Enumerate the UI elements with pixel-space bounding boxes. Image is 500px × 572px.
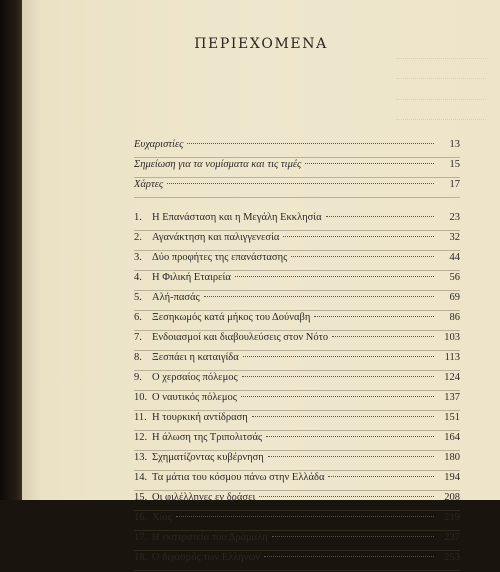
toc-entry-title	[134, 232, 279, 243]
dot-leader	[264, 556, 434, 557]
toc-entry-page: 56	[449, 272, 460, 283]
chapter-title: Ξεσπάει η καταιγίδα	[152, 352, 239, 363]
chapter-number: 17.	[134, 532, 148, 543]
chapter-number: 7.	[134, 332, 142, 343]
chapter-title: Ο ναυτικός πόλεμος	[152, 392, 237, 403]
toc-entry-page: 151	[444, 412, 460, 423]
dot-leader	[252, 416, 434, 417]
chapter-title: Η Φιλική Εταιρεία	[152, 272, 231, 283]
toc-entry-title	[134, 292, 200, 303]
dot-leader	[176, 516, 434, 517]
show-through-line	[396, 58, 486, 60]
toc-entry-page: 15	[449, 159, 460, 170]
toc-entry-maps	[134, 179, 460, 199]
chapter-number: 9.	[134, 372, 142, 383]
dot-leader	[204, 296, 434, 297]
toc-entry-page: 13	[449, 139, 460, 150]
chapter-title: Χίος	[152, 512, 172, 523]
toc-chapter	[134, 212, 460, 232]
toc-entry-title	[134, 312, 310, 323]
chapter-title: Ενδοιασμοί και διαβουλεύσεις στον Νότο	[152, 332, 329, 343]
show-through-line	[396, 99, 486, 101]
chapter-number: 6.	[134, 312, 142, 323]
toc-entry-currency-note	[134, 159, 460, 179]
dot-leader	[332, 336, 434, 337]
book-page	[22, 0, 500, 563]
chapter-number: 18.	[134, 552, 148, 563]
chapter-number: 14.	[134, 472, 148, 483]
chapter-title: Η τουρκική αντίδραση	[152, 412, 248, 423]
toc-entry-page: 113	[444, 352, 460, 363]
toc-chapter	[134, 512, 460, 532]
toc-entry-title	[134, 512, 172, 523]
show-through-line	[396, 78, 486, 80]
chapter-title: Αγανάκτηση και παλιγγενεσία	[152, 232, 280, 243]
dot-leader	[326, 216, 434, 217]
dot-leader	[314, 316, 434, 317]
chapter-title: Ξεσηκωμός κατά μήκος του Δούναβη	[152, 312, 311, 323]
toc-entry-title	[134, 392, 237, 403]
chapter-title: Σχηματίζοντας κυβέρνηση	[152, 452, 264, 463]
toc-entry-page: 180	[444, 452, 460, 463]
dot-leader	[187, 143, 434, 144]
dot-leader	[328, 476, 434, 477]
toc-chapter	[134, 432, 460, 452]
toc-chapter	[134, 292, 460, 312]
toc-entry-page: 137	[444, 392, 460, 403]
toc-entry-page: 44	[449, 252, 460, 263]
toc-entry-title	[134, 352, 239, 363]
toc-chapter	[134, 412, 460, 432]
toc-chapter	[134, 452, 460, 472]
chapter-number: 8.	[134, 352, 142, 363]
toc-chapter	[134, 552, 460, 572]
chapter-number: 11.	[134, 412, 147, 423]
chapter-number: 15.	[134, 492, 148, 503]
toc-chapter	[134, 252, 460, 272]
toc-entry-title	[134, 252, 287, 263]
chapter-title: Αλή-πασάς	[152, 292, 200, 303]
dot-leader	[268, 456, 434, 457]
toc-chapter	[134, 272, 460, 292]
toc-entry-page: 237	[444, 532, 460, 543]
contents-heading: ΠΕΡΙΕΧΟΜΕΝΑ	[194, 36, 328, 52]
toc-entry-title	[134, 532, 268, 543]
chapter-title: Η Επανάσταση και η Μεγάλη Εκκλησία	[152, 212, 322, 223]
toc-entry-title	[134, 372, 238, 383]
toc-chapter	[134, 352, 460, 372]
chapter-number: 12.	[134, 432, 148, 443]
chapter-number: 3.	[134, 252, 142, 263]
toc-entry-page: 17	[449, 179, 460, 190]
toc-entry-page: 219	[444, 512, 460, 523]
toc-entry-page: 23	[449, 212, 460, 223]
dot-leader	[291, 256, 434, 257]
dot-leader	[241, 396, 434, 397]
toc-entry-title	[134, 552, 260, 563]
toc-chapter	[134, 332, 460, 352]
chapter-number: 10.	[134, 392, 148, 403]
toc-entry-page: 69	[449, 292, 460, 303]
chapter-title: Ο χερσαίος πόλεμος	[152, 372, 238, 383]
dot-leader	[235, 276, 434, 277]
toc-chapter	[134, 392, 460, 412]
toc-chapter	[134, 232, 460, 252]
toc-entry-page: 194	[444, 472, 460, 483]
toc-entry-title	[134, 452, 264, 463]
toc-entry-title	[134, 332, 328, 343]
chapter-number: 2.	[134, 232, 142, 243]
chapter-title: Η εκστρατεία του Δράμαλη	[152, 532, 268, 543]
dot-leader	[272, 536, 434, 537]
table-of-contents	[134, 139, 460, 572]
chapter-number: 5.	[134, 292, 142, 303]
toc-entry-page: 103	[444, 332, 460, 343]
dot-leader	[266, 436, 434, 437]
toc-entry-title	[134, 492, 255, 503]
toc-entry-title	[134, 472, 324, 483]
dot-leader	[242, 376, 434, 377]
toc-entry-acknowledgements	[134, 139, 460, 159]
chapter-title: Τα μάτια του κόσμου πάνω στην Ελλάδα	[152, 472, 325, 483]
dot-leader	[167, 183, 434, 184]
chapter-number: 16.	[134, 512, 148, 523]
toc-entry-page: 32	[449, 232, 460, 243]
toc-chapter	[134, 532, 460, 552]
chapter-title: Δύο προφήτες της επανάστασης	[152, 252, 288, 263]
toc-entry-page: 253	[444, 552, 460, 563]
dot-leader	[305, 163, 434, 164]
chapter-number: 1.	[134, 212, 142, 223]
chapter-number: 13.	[134, 452, 148, 463]
toc-entry-title	[134, 212, 322, 223]
toc-entry-page: 124	[444, 372, 460, 383]
chapter-title: Η άλωση της Τριπολιτσάς	[152, 432, 263, 443]
show-through-line	[396, 119, 486, 121]
toc-entry-page: 164	[444, 432, 460, 443]
toc-entry-title: Σημείωση για τα νομίσματα και τις τιμές	[134, 159, 302, 170]
chapter-title: Οι φιλέλληνες εν δράσει	[152, 492, 256, 503]
dot-leader	[243, 356, 434, 357]
toc-entry-title: Ευχαριστίες	[134, 139, 184, 150]
dot-leader	[283, 236, 434, 237]
toc-chapter	[134, 372, 460, 392]
toc-chapter	[134, 492, 460, 512]
toc-entry-title: Χάρτες	[134, 179, 164, 190]
chapter-title: Ο διχασμός των Ελλήνων	[152, 552, 261, 563]
book-spine-shadow	[0, 0, 22, 500]
toc-entry-title	[134, 412, 248, 423]
toc-entry-title	[134, 432, 262, 443]
toc-chapter	[134, 472, 460, 492]
toc-entry-page: 86	[449, 312, 460, 323]
toc-entry-page: 208	[444, 492, 460, 503]
toc-chapter	[134, 312, 460, 332]
dot-leader	[259, 496, 434, 497]
chapter-number: 4.	[134, 272, 142, 283]
toc-entry-title	[134, 272, 231, 283]
